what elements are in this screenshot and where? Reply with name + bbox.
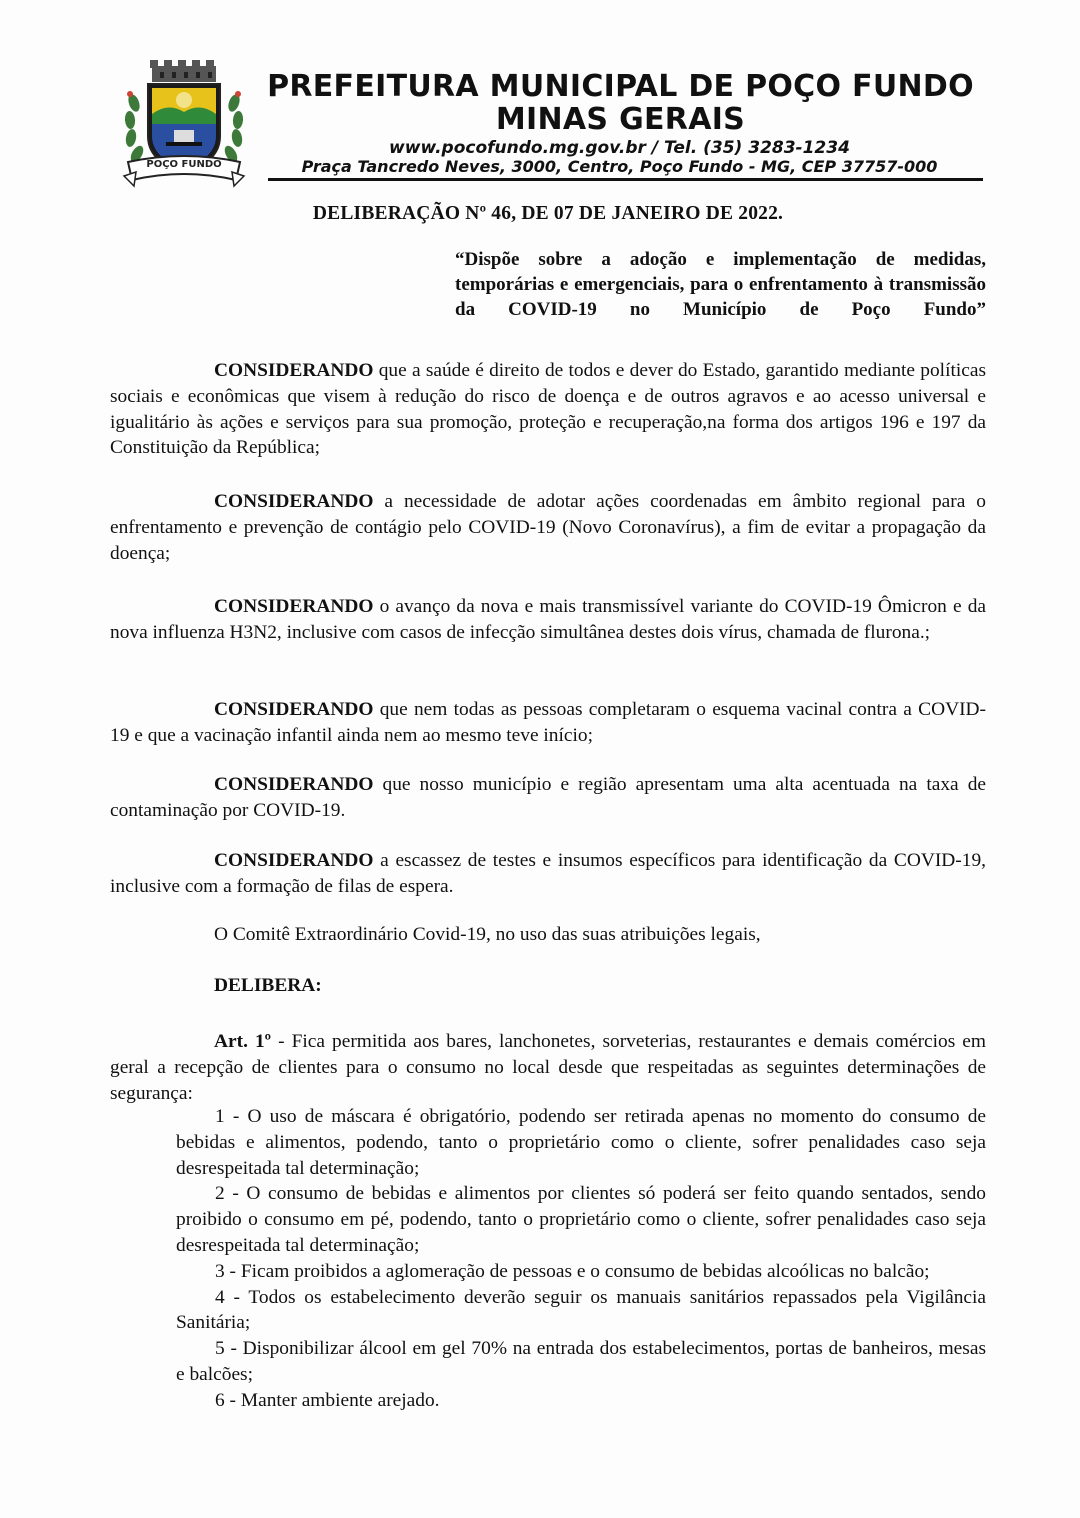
- list-item: 6 - Manter ambiente arejado.: [215, 1389, 440, 1411]
- considerando-paragraph: [110, 772, 986, 824]
- delibera-label: DELIBERA:: [214, 975, 322, 996]
- header-address: Praça Tancredo Neves, 3000, Centro, Poço Fundo - MG, CEP 37757-000: [301, 157, 938, 176]
- considerando-label: CONSIDERANDO: [214, 699, 374, 720]
- document-title: DELIBERAÇÃO Nº 46, DE 07 DE JANEIRO DE 2022.: [312, 203, 784, 224]
- header-title-line1: PREFEITURA MUNICIPAL DE POÇO FUNDO: [267, 69, 974, 104]
- comite-paragraph: [110, 922, 986, 948]
- considerando-text: que nosso município e região apresentam uma alta acentuada na taxa de contaminação por COVID-19.: [110, 774, 986, 821]
- header-website-phone: www.pocofundo.mg.gov.br / Tel. (35) 3283-1234: [389, 138, 850, 158]
- article-1-text: - Fica permitida aos bares, lanchonetes, sorveterias, restaurantes e demais comércios em geral a recepção de clientes para o consumo no local desde que respeitadas as seguintes determinações de segurança:: [110, 1031, 986, 1104]
- considerando-paragraph: [110, 848, 986, 900]
- considerando-label: CONSIDERANDO: [214, 850, 374, 871]
- article-1-paragraph: [110, 1029, 986, 1106]
- list-item: 3 - Ficam proibidos a aglomeração de pessoas e o consumo de bebidas alcoólicas no balcão;: [215, 1260, 930, 1282]
- considerando-label: CONSIDERANDO: [214, 360, 374, 381]
- header-title: [258, 70, 983, 136]
- considerando-paragraph: [110, 489, 986, 566]
- svg-text:POÇO FUNDO: POÇO FUNDO: [146, 159, 222, 170]
- considerando-text: que nem todas as pessoas completaram o esquema vacinal contra a COVID-19 e que a vacinação infantil ainda nem ao mesmo teve início;: [110, 699, 986, 746]
- considerando-label: CONSIDERANDO: [214, 491, 374, 512]
- article-1-items: [176, 1104, 986, 1414]
- list-item: 1 - O uso de máscara é obrigatório, podendo ser retirada apenas no momento do consumo de bebidas e alimentos, podendo, tanto o proprietário como o cliente, sofrer penalidades caso seja desrespeitada tal determinação;: [176, 1106, 986, 1179]
- considerando-label: CONSIDERANDO: [214, 774, 374, 795]
- header-divider: [268, 178, 983, 181]
- comite-text: O Comitê Extraordinário Covid-19, no uso das suas atribuições legais,: [214, 924, 761, 945]
- document-ementa: “Dispõe sobre a adoção e implementação de medidas, temporárias e emergenciais, para o enfrentamento à transmissão da COVID-19 no Município de Poço Fundo”: [455, 249, 986, 320]
- list-item: 4 - Todos os estabelecimento deverão seguir os manuais sanitários repassados pela Vigilância Sanitária;: [176, 1286, 986, 1334]
- list-item: 5 - Disponibilizar álcool em gel 70% na entrada dos estabelecimentos, portas de banheiros, mesas e balcões;: [176, 1338, 986, 1385]
- list-item: 2 - O consumo de bebidas e alimentos por clientes só poderá ser feito quando sentados, sendo proibido o consumo em pé, podendo, tanto o proprietário como o cliente, sofrer penalidades caso seja desrespeitada tal determinação;: [176, 1183, 986, 1256]
- crest-banner-text: [138, 152, 230, 174]
- considerando-paragraph: [110, 697, 986, 749]
- considerando-label: CONSIDERANDO: [214, 596, 374, 617]
- considerando-paragraph: [110, 358, 986, 461]
- considerando-text: a escassez de testes e insumos específicos para identificação da COVID-19, inclusive com a formação de filas de espera.: [110, 850, 986, 897]
- considerando-paragraph: [110, 594, 986, 646]
- delibera-heading: [110, 973, 986, 999]
- header-title-line2: MINAS GERAIS: [495, 102, 746, 137]
- municipal-crest-logo: [120, 58, 248, 196]
- article-1-label: Art. 1º: [214, 1031, 272, 1052]
- considerando-text: o avanço da nova e mais transmissível variante do COVID-19 Ômicron e da nova influenza H3N2, inclusive com casos de infecção simultânea destes dois vírus, chamada de flurona.;: [110, 596, 986, 643]
- considerando-text: a necessidade de adotar ações coordenadas em âmbito regional para o enfrentamento e prevenção de contágio pelo COVID-19 (Novo Coronavírus), a fim de evitar a propagação da doença;: [110, 491, 986, 564]
- considerando-text: que a saúde é direito de todos e dever do Estado, garantido mediante políticas sociais e econômicas que visem à redução do risco de doença e de outros agravos e ao acesso universal e igualitário às ações e serviços para sua promoção, proteção e recuperação,na forma dos artigos 196 e 197 da Constituição da República;: [110, 360, 986, 459]
